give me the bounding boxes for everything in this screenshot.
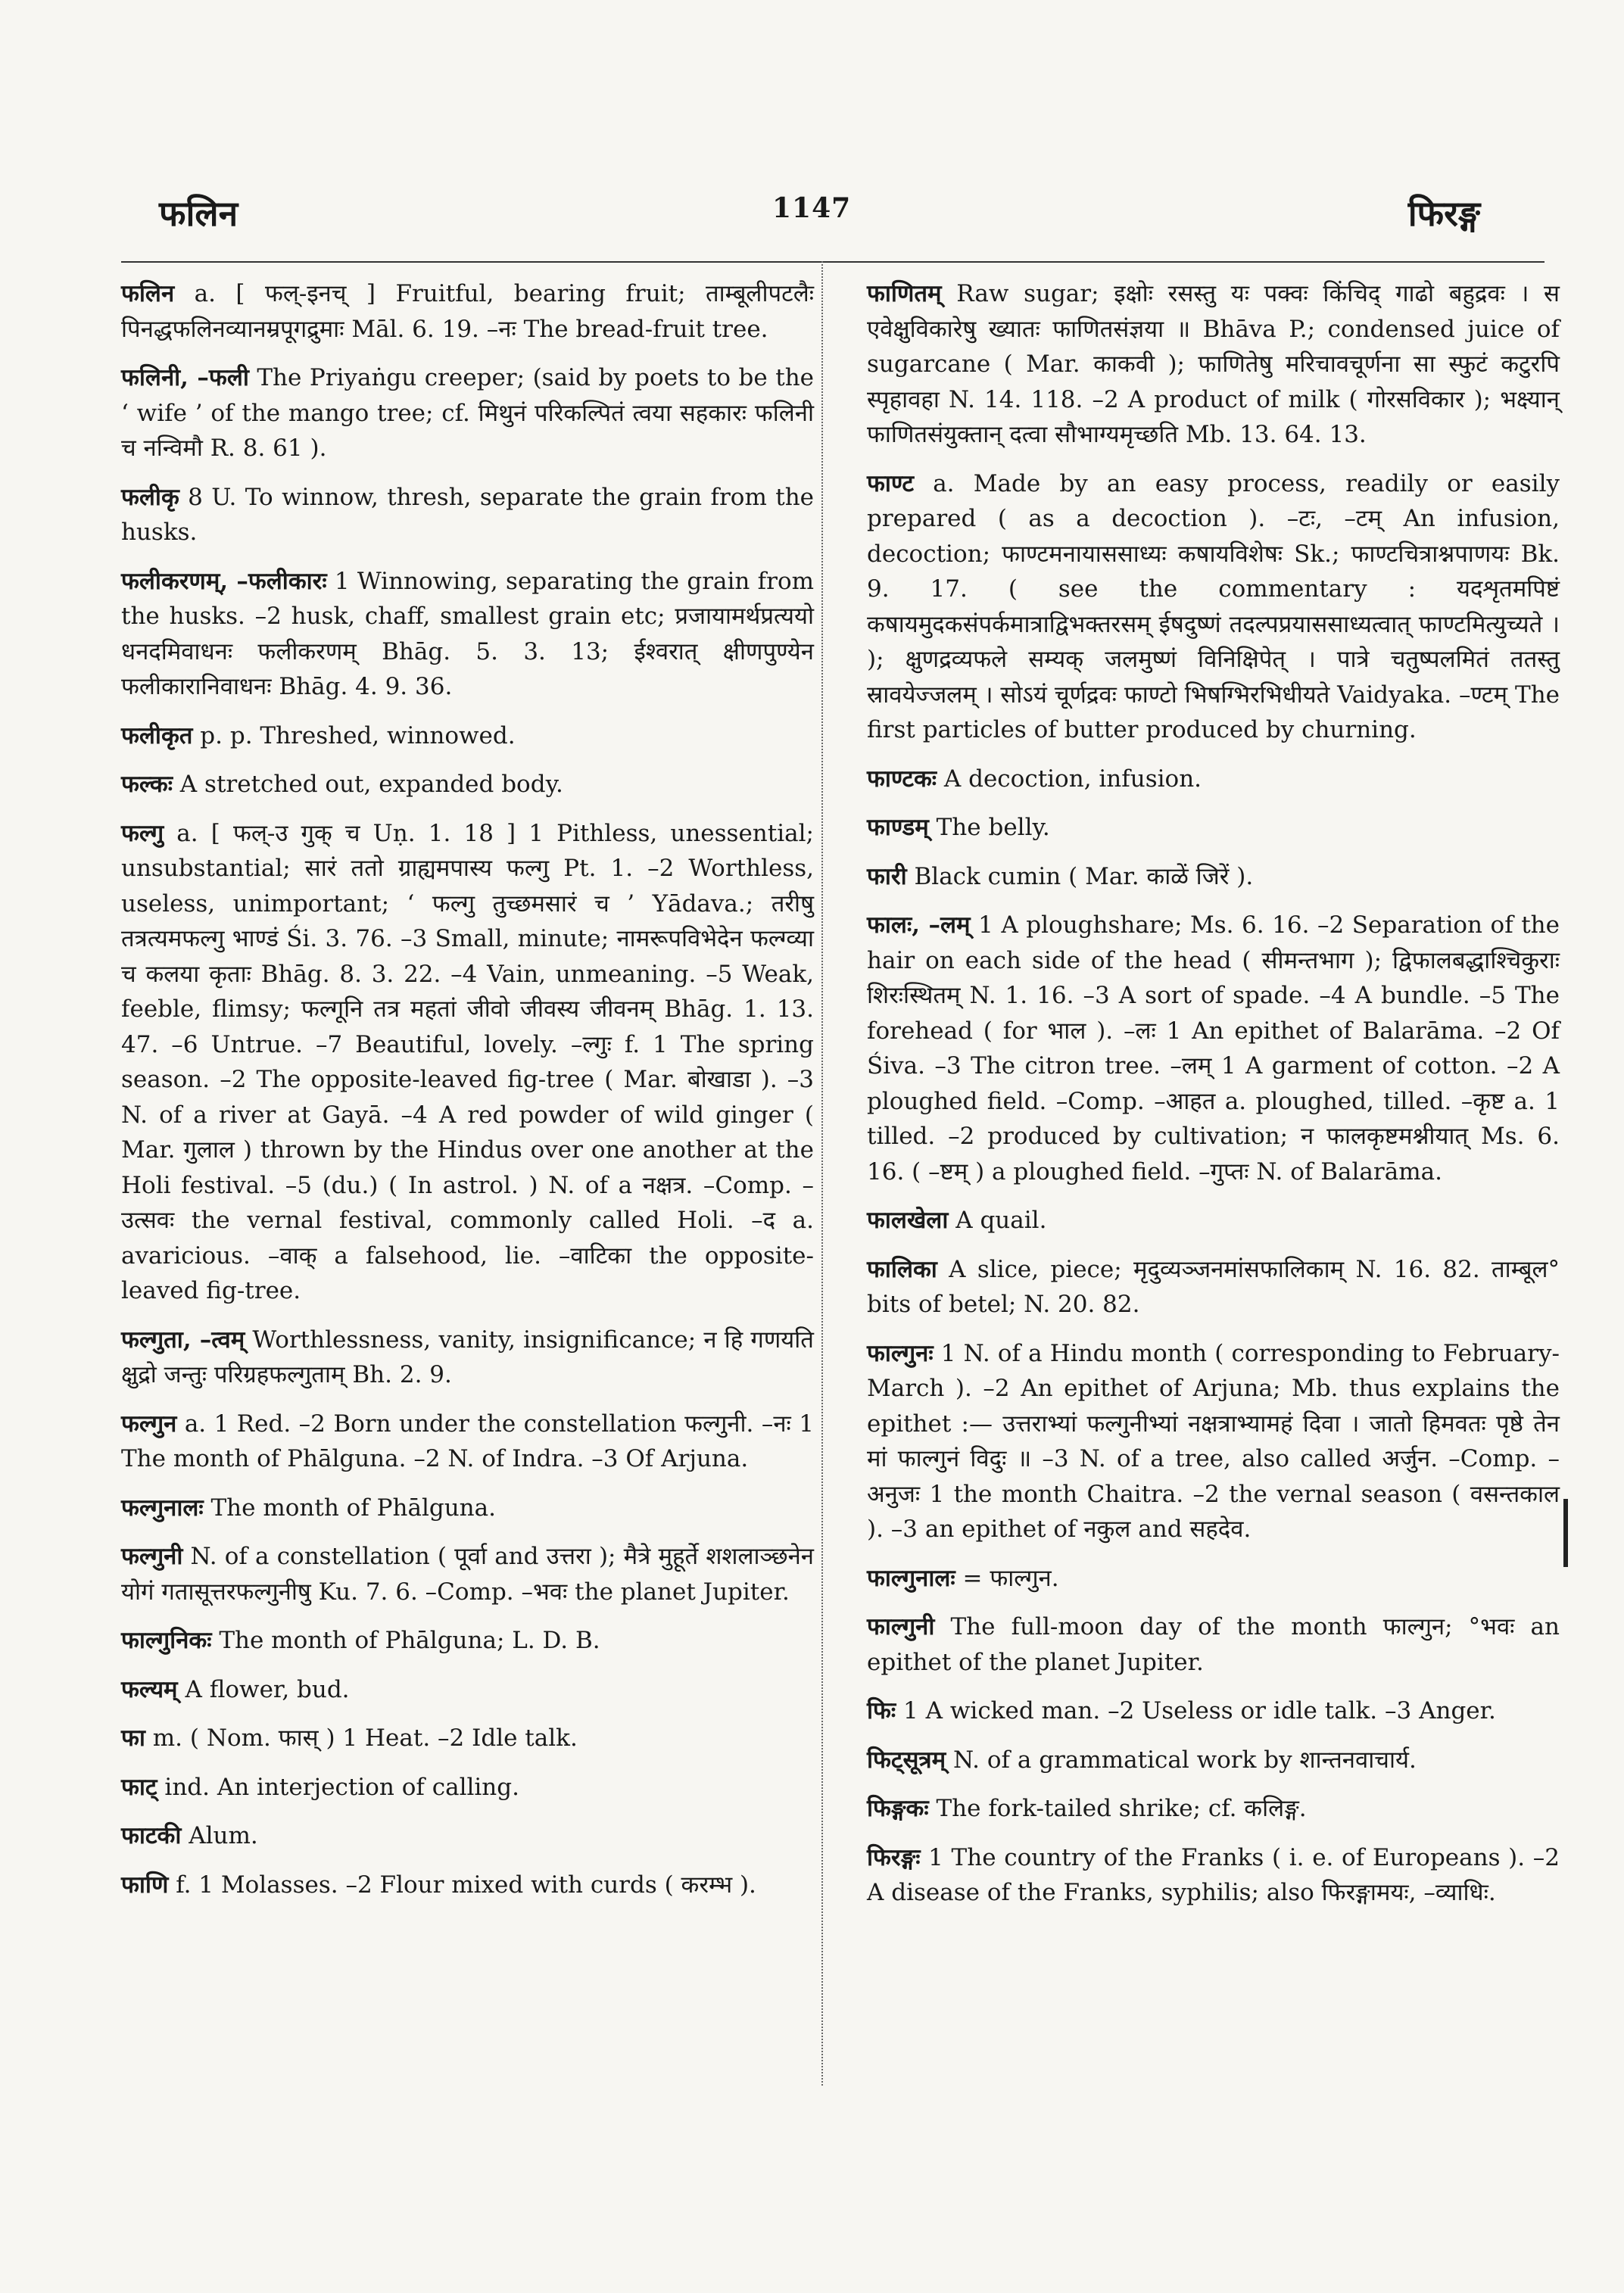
entry-paragraph <box>121 767 814 802</box>
dictionary-entry <box>867 1252 1560 1323</box>
entry-definition: The Priyaṅgu creeper; (said by poets to be the ‘ wife ’ of the mango tree; cf. मिथुनं परिकल्पितं त्वया सहकारः फलिनी च नन्विमौ R. 8. 61 ). <box>121 364 815 462</box>
entry-definition: Raw sugar; इक्षोः रसस्तु यः पक्वः किंचिद् गाढो बहुद्रवः । स एवेक्षुविकारेषु ख्यातः फाणितसंज्ञया ॥ Bhāva P.; condensed juice of sugarcane ( Mar. काकवी ); फाणितेषु मरिचावचूर्णना सा स्फुटं कटुरपि स्पृहावहा N. 14. 118. –2 A product of milk ( गोरसविकार ); भक्ष्यान् फाणितसंयुक्तान् दत्वा सौभाग्यमृच्छति Mb. 13. 64. 13. <box>867 280 1560 448</box>
dictionary-entry <box>121 1407 814 1477</box>
entry-definition: The full-moon day of the month फाल्गुन; °भवः an epithet of the planet Jupiter. <box>867 1613 1560 1676</box>
entry-definition: 8 U. To winnow, thresh, separate the grain from the husks. <box>121 483 814 546</box>
entry-headword: फाण्डम् <box>867 814 929 841</box>
entry-definition: Alum. <box>181 1822 258 1849</box>
dictionary-entry <box>867 1336 1560 1547</box>
page-header <box>0 189 1624 250</box>
entry-headword: फल्गुता, –त्वम् <box>121 1326 245 1354</box>
entry-paragraph <box>867 1693 1560 1729</box>
entry-definition: 1 Winnowing, separating the grain from the husks. –2 husk, chaff, smallest grain etc; प्रजायामर्थप्रत्ययो धनदमिवाधनः फलीकरणम् Bhāg. 5. 3. 13; ईश्वरात् क्षीणपुण्येन फलीकारानिवाधनः Bhāg. 4. 9. 36. <box>121 567 815 700</box>
entry-definition: The fork-tailed shrike; cf. कलिङ्ग. <box>928 1795 1307 1822</box>
column-divider <box>821 261 823 2086</box>
entry-definition: N. of a constellation ( पूर्वा and उत्तरा ); मैत्रे मुहूर्ते शशलाञ्छनेन योगं गतासूत्तरफल्गुनीषु Ku. 7. 6. –Comp. –भवः the planet Jupiter. <box>121 1543 814 1606</box>
entry-headword: फिङ्गकः <box>867 1795 929 1822</box>
dictionary-entry <box>121 1491 814 1526</box>
entry-paragraph <box>121 564 814 705</box>
entry-definition: The belly. <box>928 814 1050 841</box>
entry-paragraph <box>121 276 814 347</box>
dictionary-entry <box>867 1609 1560 1680</box>
entry-headword: फाणितम् <box>867 280 942 307</box>
dictionary-entry <box>121 1539 814 1609</box>
entry-headword: फाट् <box>121 1773 157 1801</box>
entry-headword: फा <box>121 1724 145 1752</box>
entry-definition: m. ( Nom. फास् ) 1 Heat. –2 Idle talk. <box>145 1724 578 1752</box>
entry-paragraph <box>121 1539 814 1609</box>
left-column <box>121 276 814 1916</box>
entry-definition: A stretched out, expanded body. <box>172 771 563 798</box>
dictionary-entry <box>121 276 814 347</box>
entry-definition: A quail. <box>948 1207 1047 1234</box>
dictionary-entry <box>121 1721 814 1756</box>
entry-definition: a. [ फल्-उ गुक् च Uṇ. 1. 18 ] 1 Pithless, unessential; unsubstantial; सारं ततो ग्राह्यमपास्य फल्गु Pt. 1. –2 Worthless, useless, unimportant; ‘ फल्गु तुच्छमसारं च ’ Yādava.; तरीषु तत्रत्यमफल्गु भाण्डं Śi. 3. 76. –3 Small, minute; नामरूपविभेदेन फल्ग्व्या च कलया कृताः Bhāg. 8. 3. 22. –4 Vain, unmeaning. –5 Weak, feeble, flimsy; फल्गूनि तत्र महतां जीवो जीवस्य जीवनम् Bhāg. 1. 13. 47. –6 Untrue. –7 Beautiful, lovely. –ल्गुः f. 1 The spring season. –2 The opposite-leaved fig-tree ( Mar. बोखाडा ). –3 N. of a river at Gayā. –4 A red powder of wild ginger ( Mar. गुलाल ) thrown by the Hindus over one another at the Holi festival. –5 (du.) ( In astrol. ) N. of a नक्षत्र. –Comp. –उत्सवः the vernal festival, commonly called Holi. –द a. avaricious. –वाक् a falsehood, lie. –वाटिका the opposite-leaved fig-tree. <box>121 819 814 1304</box>
entry-headword: फाटकी <box>121 1822 182 1849</box>
dictionary-entry <box>867 1743 1560 1778</box>
dictionary-entry <box>867 1840 1560 1911</box>
entry-headword: फाल्गुनः <box>867 1339 934 1367</box>
entry-paragraph <box>867 762 1560 797</box>
entry-paragraph <box>121 1672 814 1708</box>
entry-paragraph <box>867 810 1560 846</box>
entry-headword: फिः <box>867 1697 896 1724</box>
entry-paragraph <box>867 1840 1560 1911</box>
entry-headword: फलीकरणम्, –फलीकारः <box>121 567 327 595</box>
dictionary-entry <box>867 908 1560 1189</box>
dictionary-entry <box>121 1323 814 1393</box>
entry-definition: 1 The country of the Franks ( i. e. of Europeans ). –2 A disease of the Franks, syphilis; also फिरङ्गामयः, –व्याधिः. <box>867 1843 1560 1906</box>
entry-headword: फल्गुनालः <box>121 1494 204 1522</box>
entry-headword: फिट्सूत्रम् <box>867 1746 946 1774</box>
entry-paragraph <box>121 1721 814 1756</box>
entry-paragraph <box>867 276 1560 453</box>
right-column <box>867 276 1560 1924</box>
entry-headword: फलीकृ <box>121 483 179 511</box>
entry-definition: a. 1 Red. –2 Born under the constellation फल्गुनी. –नः 1 The month of Phālguna. –2 N. of Indra. –3 Of Arjuna. <box>121 1410 814 1472</box>
dictionary-entry <box>867 1791 1560 1827</box>
dictionary-entry <box>121 767 814 802</box>
dictionary-entry <box>121 816 814 1309</box>
margin-thumb-index-icon <box>1563 1499 1586 1567</box>
dictionary-entry <box>121 1868 814 1903</box>
entry-headword: फालिका <box>867 1255 937 1283</box>
entry-paragraph <box>121 1868 814 1903</box>
entry-paragraph <box>867 1203 1560 1238</box>
dictionary-entry <box>121 564 814 705</box>
dictionary-entry <box>121 1770 814 1805</box>
entry-headword: फाण्ट <box>867 469 914 497</box>
entry-headword: फाणि <box>121 1871 169 1899</box>
dictionary-entry <box>121 1672 814 1708</box>
entry-headword: फल्गु <box>121 819 164 847</box>
entry-headword: फालखेला <box>867 1207 949 1234</box>
entry-paragraph <box>121 1323 814 1393</box>
dictionary-entry <box>121 480 814 550</box>
entry-headword: फारी <box>867 862 907 890</box>
entry-definition: A decoction, infusion. <box>937 765 1202 793</box>
entry-definition: A flower, bud. <box>177 1675 350 1703</box>
entry-paragraph <box>121 1623 814 1659</box>
entry-paragraph <box>867 859 1560 895</box>
entry-headword: फाण्टकः <box>867 765 937 793</box>
page-number: 1147 <box>772 192 852 224</box>
entry-paragraph <box>121 1770 814 1805</box>
entry-definition: Worthlessness, vanity, insignificance; न हि गणयति क्षुद्रो जन्तुः परिग्रहफल्गुताम् Bh. 2. 9. <box>121 1326 814 1388</box>
header-rule <box>121 261 1545 263</box>
entry-definition: Black cumin ( Mar. काळें जिरें ). <box>906 862 1254 890</box>
dictionary-entry <box>867 1203 1560 1238</box>
entry-paragraph <box>867 908 1560 1189</box>
entry-headword: फल्कः <box>121 771 173 798</box>
dictionary-entry <box>867 466 1560 748</box>
entry-paragraph <box>121 1818 814 1854</box>
entry-paragraph <box>121 1407 814 1477</box>
entry-headword: फल्गुन <box>121 1410 177 1438</box>
entry-definition: a. [ फल्-इनच् ] Fruitful, bearing fruit; ताम्बूलीपटलैः पिनद्धफलिनव्यानम्रपूगद्रुमाः Māl. 6. 19. –नः The bread-fruit tree. <box>121 280 814 343</box>
entry-definition: 1 A wicked man. –2 Useless or idle talk. –3 Anger. <box>896 1697 1496 1724</box>
dictionary-entry <box>867 276 1560 453</box>
entry-definition: f. 1 Molasses. –2 Flour mixed with curds ( करम्भ ). <box>168 1871 756 1899</box>
entry-definition: 1 A ploughshare; Ms. 6. 16. –2 Separation of the hair on each side of the head ( सीमन्तभाग ); द्विफालबद्धाश्चिकुराः शिरःस्थितम् N. 1. 16. –3 A sort of spade. –4 A bundle. –5 The forehead ( for भाल ). –लः 1 An epithet of Balarāma. –2 Of Śiva. –3 The citron tree. –लम् 1 A garment of cotton. –2 A ploughed field. –Comp. –आहत a. ploughed, tilled. –कृष्ट a. 1 tilled. –2 produced by cultivation; न फालकृष्टमश्नीयात् Ms. 6. 16. ( –ष्टम् ) a ploughed field. –गुप्तः N. of Balarāma. <box>867 911 1560 1185</box>
dictionary-entry <box>121 1623 814 1659</box>
dictionary-entry <box>867 1693 1560 1729</box>
entry-paragraph <box>867 1791 1560 1827</box>
entry-headword: फाल्गुनिकः <box>121 1627 212 1654</box>
entry-paragraph <box>121 718 814 754</box>
entry-paragraph <box>867 1336 1560 1547</box>
entry-paragraph <box>867 1609 1560 1680</box>
entry-paragraph <box>867 1252 1560 1323</box>
entry-definition: The month of Phālguna. <box>203 1494 496 1522</box>
entry-definition: ind. An interjection of calling. <box>157 1773 519 1801</box>
entry-headword: फाल्गुनी <box>867 1613 935 1640</box>
entry-paragraph <box>121 1491 814 1526</box>
entry-definition: a. Made by an easy process, readily or easily prepared ( as a decoction ). –टः, –टम् An infusion, decoction; फाण्टमनायाससाध्यः कषायविशेषः Sk.; फाण्टचित्राश्नपाणयः Bk. 9. 17. ( see the commentary : यदशृतमपिष्टं कषायमुदकसंपर्कमात्राद्विभक्तरसम् ईषदुष्णं तदल्पप्रयाससाध्यत्वात् फाण्टमित्युच्यते । ); क्षुणद्रव्यफले सम्यक् जलमुष्णं विनिक्षिपेत् । पात्रे चतुष्पलमितं ततस्तु स्रावयेज्जलम् । सोऽयं चूर्णद्रवः फाण्टो भिषग्भिरभिधीयते Vaidyaka. –ण्टम् The first particles of butter produced by churning. <box>867 469 1560 743</box>
entry-definition: N. of a grammatical work by शान्तनवाचार्य. <box>946 1746 1417 1774</box>
dictionary-entry <box>867 859 1560 895</box>
entry-headword: फलिन <box>121 280 175 307</box>
entry-definition: p. p. Threshed, winnowed. <box>192 721 516 749</box>
dictionary-entry <box>867 810 1560 846</box>
entry-paragraph <box>121 480 814 550</box>
entry-definition: A slice, piece; मृदुव्यञ्जनमांसफालिकाम् N. 16. 82. ताम्बूल° bits of betel; N. 20. 82. <box>867 1255 1560 1318</box>
entry-definition: The month of Phālguna; L. D. B. <box>211 1627 600 1654</box>
entry-headword: फल्यम् <box>121 1675 178 1703</box>
entry-paragraph <box>121 360 814 466</box>
dictionary-entry <box>867 762 1560 797</box>
dictionary-entry <box>121 718 814 754</box>
left-guide-word: फलिन <box>159 193 238 234</box>
dictionary-entry <box>121 360 814 466</box>
dictionary-entry <box>121 1818 814 1854</box>
entry-paragraph <box>867 1743 1560 1778</box>
entry-paragraph <box>867 1561 1560 1597</box>
entry-headword: फालः, –लम् <box>867 911 971 939</box>
entry-headword: फल्गुनी <box>121 1543 183 1570</box>
entry-paragraph <box>121 816 814 1309</box>
entry-definition: 1 N. of a Hindu month ( corresponding to February-March ). –2 An epithet of Arjuna; Mb. thus explains the epithet :— उत्तराभ्यां फल्गुनीभ्यां नक्षत्राभ्यामहं दिवा । जातो हिमवतः पृष्ठे तेन मां फाल्गुनं विदुः ॥ –3 N. of a tree, also called अर्जुन. –Comp. –अनुजः 1 the month Chaitra. –2 the vernal season ( वसन्तकाल ). –3 an epithet of नकुल and सहदेव. <box>867 1339 1560 1543</box>
entry-headword: फाल्गुनालः <box>867 1564 955 1592</box>
dictionary-entry <box>867 1561 1560 1597</box>
right-guide-word: फिरङ्ग <box>1407 193 1480 234</box>
entry-headword: फिरङ्गः <box>867 1843 921 1871</box>
entry-headword: फलीकृत <box>121 721 193 749</box>
entry-definition: = फाल्गुन. <box>955 1564 1059 1592</box>
entry-paragraph <box>867 466 1560 748</box>
entry-headword: फलिनी, –फली <box>121 364 249 391</box>
